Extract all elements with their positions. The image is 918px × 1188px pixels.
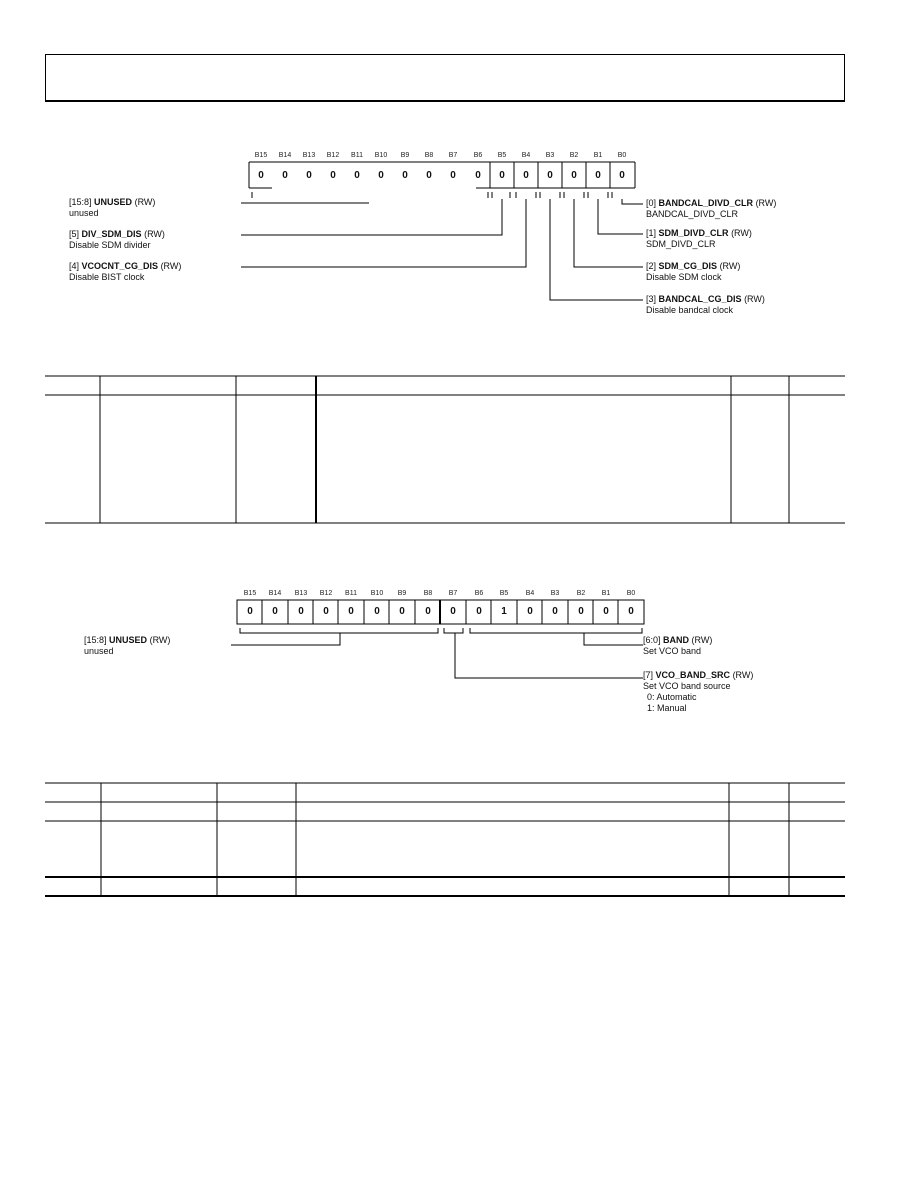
field-name: DIV_SDM_DIS: [81, 229, 142, 239]
field-label-div-sdm-dis: [69, 229, 165, 251]
field-access: (RW): [144, 229, 165, 239]
bit-value: 0: [258, 170, 264, 181]
field-name: UNUSED: [94, 197, 133, 207]
field-desc: Set VCO band: [643, 646, 702, 656]
bit-label: B2: [569, 152, 579, 159]
field-label-sdm-cg-dis: [646, 261, 740, 283]
bit-value: 0: [425, 606, 431, 617]
bit-value: 0: [450, 606, 456, 617]
field-name: SDM_CG_DIS: [658, 261, 718, 271]
bit-label: B0: [626, 590, 636, 597]
bit-value: 0: [247, 606, 253, 617]
bit-label: B15: [254, 152, 268, 159]
bit-value: 0: [298, 606, 304, 617]
bit-value: 0: [374, 606, 380, 617]
field-label-vcocnt-cg-dis: [69, 261, 181, 283]
bit-value: 0: [476, 606, 482, 617]
bit-value: 0: [378, 170, 384, 181]
field-label-sdm-divd-clr: [646, 228, 752, 250]
bit-label: B10: [374, 152, 388, 159]
bit-value: 0: [578, 606, 584, 617]
field-label-unused: [69, 197, 155, 219]
field-name: VCO_BAND_SRC: [655, 670, 731, 680]
field-desc: Disable BIST clock: [69, 272, 145, 282]
bit-label: B12: [319, 590, 333, 597]
field-range: [5]: [69, 229, 80, 239]
bit-value: 0: [306, 170, 312, 181]
field-label-vco-band-src: [643, 670, 753, 714]
field-access: (RW): [731, 228, 752, 238]
bit-value: 0: [348, 606, 354, 617]
field-name: BANDCAL_DIVD_CLR: [658, 198, 754, 208]
field-desc: unused: [69, 208, 99, 218]
bit-label: B7: [448, 590, 458, 597]
field-name: SDM_DIVD_CLR: [658, 228, 729, 238]
field-range: [3]: [646, 294, 657, 304]
field-range: [2]: [646, 261, 657, 271]
bit-value: 0: [527, 606, 533, 617]
bit-label: B8: [424, 152, 434, 159]
field-range: [1]: [646, 228, 657, 238]
field-desc: Set VCO band source: [643, 681, 731, 691]
field-access: (RW): [691, 635, 713, 645]
bit-value: 0: [354, 170, 360, 181]
field-name: UNUSED: [109, 635, 148, 645]
field-desc: BANDCAL_DIVD_CLR: [646, 209, 739, 219]
bit-label: B11: [345, 590, 357, 597]
bit-label: B5: [497, 152, 507, 159]
field-access: (RW): [160, 261, 182, 271]
register-table-1: [45, 376, 845, 523]
bit-label: B1: [593, 152, 603, 159]
field-name: VCOCNT_CG_DIS: [81, 261, 159, 271]
field-label-band: [643, 635, 712, 657]
bit-value: 0: [571, 170, 577, 181]
field-access: (RW): [732, 670, 754, 680]
bit-label: B4: [521, 152, 531, 159]
bit-label: B5: [499, 590, 509, 597]
bit-label: B11: [351, 152, 363, 159]
bit-label: B6: [474, 590, 484, 597]
bit-value: 0: [499, 170, 505, 181]
field-option: 1: Manual: [647, 703, 687, 713]
bit-label: B3: [545, 152, 555, 159]
register-table-2: [45, 783, 845, 896]
field-name: BANDCAL_CG_DIS: [658, 294, 742, 304]
bit-label: B13: [294, 590, 308, 597]
field-range: [7]: [643, 670, 654, 680]
field-range: [6:0]: [643, 635, 661, 645]
field-option: 0: Automatic: [647, 692, 697, 702]
bit-value: 0: [330, 170, 336, 181]
bit-label: B14: [268, 590, 282, 597]
field-desc: Disable SDM divider: [69, 240, 151, 250]
bit-value: 0: [323, 606, 329, 617]
bit-value: 0: [272, 606, 278, 617]
bit-value: 0: [603, 606, 609, 617]
bit-label: B10: [370, 590, 384, 597]
bit-label: B13: [302, 152, 316, 159]
field-access: (RW): [755, 198, 777, 208]
bit-label: B4: [525, 590, 535, 597]
field-range: [4]: [69, 261, 80, 271]
field-range: [0]: [646, 198, 657, 208]
field-desc: Disable SDM clock: [646, 272, 722, 282]
bit-label: B2: [576, 590, 586, 597]
field-access: (RW): [134, 197, 156, 207]
bit-label: B15: [243, 590, 257, 597]
field-label-bandcal-divd-clr: [646, 198, 776, 220]
bit-value: 0: [399, 606, 405, 617]
bit-value: 0: [552, 606, 558, 617]
field-access: (RW): [744, 294, 765, 304]
field-access: (RW): [719, 261, 741, 271]
bit-label: B1: [601, 590, 611, 597]
bit-label: B7: [448, 152, 458, 159]
field-desc: unused: [84, 646, 114, 656]
bit-value: 0: [595, 170, 601, 181]
field-range: [15:8]: [84, 635, 107, 645]
bit-label: B8: [423, 590, 433, 597]
field-name: BAND: [663, 635, 690, 645]
bit-value: 1: [501, 606, 507, 617]
field-range: [15:8]: [69, 197, 92, 207]
bit-label: B12: [326, 152, 340, 159]
bit-value: 0: [426, 170, 432, 181]
field-desc: Disable bandcal clock: [646, 305, 734, 315]
bit-value: 0: [282, 170, 288, 181]
bit-label: B3: [550, 590, 560, 597]
bit-label: B0: [617, 152, 627, 159]
bit-value: 0: [619, 170, 625, 181]
bit-label: B14: [278, 152, 292, 159]
bit-label: B9: [397, 590, 407, 597]
field-label-bandcal-cg-dis: [646, 294, 765, 316]
bit-value: 0: [475, 170, 481, 181]
bit-value: 0: [547, 170, 553, 181]
bit-label: B6: [473, 152, 483, 159]
field-label-unused-2: [84, 635, 170, 657]
field-access: (RW): [149, 635, 171, 645]
bit-label: B9: [400, 152, 410, 159]
bit-value: 0: [402, 170, 408, 181]
bit-value: 0: [628, 606, 634, 617]
bit-value: 0: [523, 170, 529, 181]
field-desc: SDM_DIVD_CLR: [646, 239, 716, 249]
bit-value: 0: [450, 170, 456, 181]
